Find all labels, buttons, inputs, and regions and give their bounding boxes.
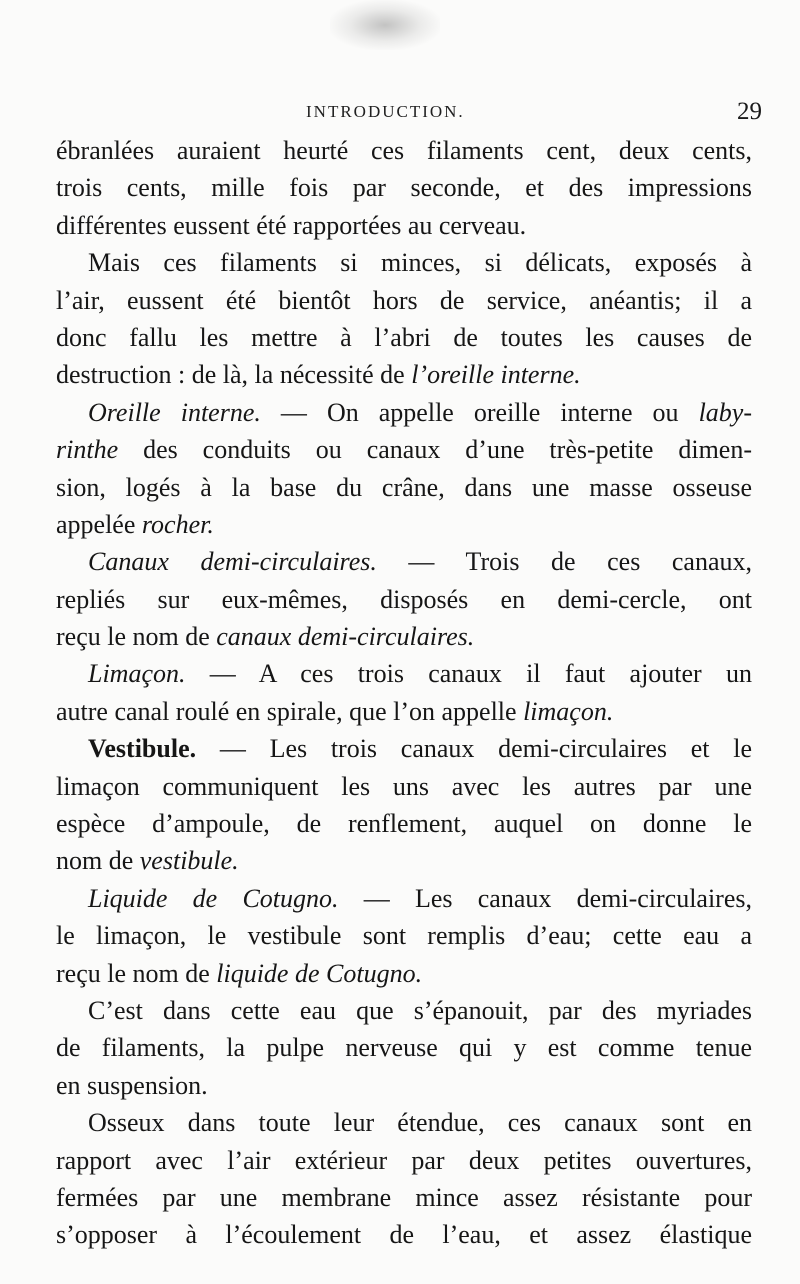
text-run: repliés sur eux-mêmes, disposés en demi-cercle, ont <box>56 584 752 614</box>
text-line <box>56 955 752 992</box>
bold-run: Vestibule. <box>88 734 197 764</box>
text-line <box>56 730 752 767</box>
text-line <box>56 1029 752 1066</box>
text-run: espèce d’ampoule, de renflement, auquel on donne le <box>56 809 752 839</box>
text-line <box>56 655 752 692</box>
text-line <box>56 282 752 319</box>
text-run: limaçon communiquent les uns avec les autres par une <box>56 771 752 801</box>
italic-run: limaçon. <box>523 696 614 726</box>
text-run: de filaments, la pulpe nerveuse qui y est comme tenue <box>56 1033 752 1063</box>
italic-run: canaux demi-circulaires. <box>216 622 475 652</box>
running-title: INTRODUCTION. <box>306 102 465 121</box>
italic-run: Canaux demi-circulaires. <box>88 547 377 577</box>
text-line <box>56 768 752 805</box>
text-run: ébranlées auraient heurté ces filaments cent, deux cents, <box>56 136 752 165</box>
text-line <box>56 132 752 169</box>
text-line <box>56 992 752 1029</box>
italic-run: Liquide de Cotugno. <box>88 883 339 913</box>
running-header <box>0 98 800 128</box>
text-run: — On appelle oreille interne ou <box>260 397 699 427</box>
text-run: donc fallu les mettre à l’abri de toutes les causes de <box>56 322 752 352</box>
text-line <box>56 244 752 281</box>
text-run: trois cents, mille fois par seconde, et des impressions <box>56 173 752 203</box>
text-run: destruction : de là, la nécessité de <box>56 360 412 390</box>
text-line <box>56 169 752 206</box>
text-run: — A ces trois canaux il faut ajouter un <box>185 659 752 689</box>
text-line <box>56 319 752 356</box>
text-run: différentes eussent été rapportées au cerveau. <box>56 210 527 240</box>
text-run: reçu le nom de <box>56 622 217 652</box>
text-run: — Trois de ces canaux, <box>376 547 752 577</box>
text-run: C’est dans cette eau que s’épanouit, par des myriades <box>88 995 752 1025</box>
text-line <box>56 207 752 244</box>
text-run: nom de <box>56 846 140 876</box>
text-run: sion, logés à la base du crâne, dans une masse osseuse <box>56 472 752 502</box>
text-line <box>56 1179 752 1216</box>
text-line <box>56 917 752 954</box>
text-run: le limaçon, le vestibule sont remplis d’eau; cette eau a <box>56 921 752 951</box>
text-line <box>56 543 752 580</box>
text-line <box>56 805 752 842</box>
body-text <box>56 132 752 1254</box>
text-run: s’opposer à l’écoulement de l’eau, et assez élastique <box>56 1220 752 1250</box>
text-run: fermées par une membrane mince assez résistante pour <box>56 1182 752 1212</box>
text-run: l’air, eussent été bientôt hors de service, anéantis; il a <box>56 285 752 315</box>
text-line <box>56 581 752 618</box>
text-run: des conduits ou canaux d’une très-petite dimen- <box>118 435 752 465</box>
text-line <box>56 1216 752 1253</box>
italic-run: liquide de Cotugno. <box>216 958 423 988</box>
italic-run: Limaçon. <box>88 659 186 689</box>
text-line <box>56 1142 752 1179</box>
text-line <box>56 1104 752 1141</box>
text-line <box>56 469 752 506</box>
italic-run: rocher. <box>141 509 214 539</box>
text-line <box>56 356 752 393</box>
text-line <box>56 431 752 468</box>
text-line <box>56 618 752 655</box>
page-number: 29 <box>737 98 762 125</box>
text-run: — Les trois canaux demi-circulaires et le <box>196 734 752 764</box>
italic-run: Oreille interne. <box>88 397 261 427</box>
text-run: Osseux dans toute leur étendue, ces canaux sont en <box>88 1108 752 1138</box>
text-run: rapport avec l’air extérieur par deux petites ouvertures, <box>56 1145 752 1175</box>
text-line <box>56 394 752 431</box>
text-line <box>56 506 752 543</box>
italic-run: vestibule. <box>139 846 239 876</box>
text-line <box>56 880 752 917</box>
text-run: Mais ces filaments si minces, si délicats, exposés à <box>88 248 752 278</box>
italic-run: laby- <box>698 397 752 427</box>
text-run: — Les canaux demi-circulaires, <box>338 883 752 913</box>
ink-smudge <box>330 0 440 50</box>
italic-run: rinthe <box>56 435 119 465</box>
text-line <box>56 693 752 730</box>
text-run: appelée <box>56 509 142 539</box>
text-line <box>56 1067 752 1104</box>
text-run: reçu le nom de <box>56 958 217 988</box>
text-run: autre canal roulé en spirale, que l’on appelle <box>56 696 524 726</box>
text-run: en suspension. <box>56 1070 208 1100</box>
text-line <box>56 842 752 879</box>
italic-run: l’oreille interne. <box>411 360 581 390</box>
